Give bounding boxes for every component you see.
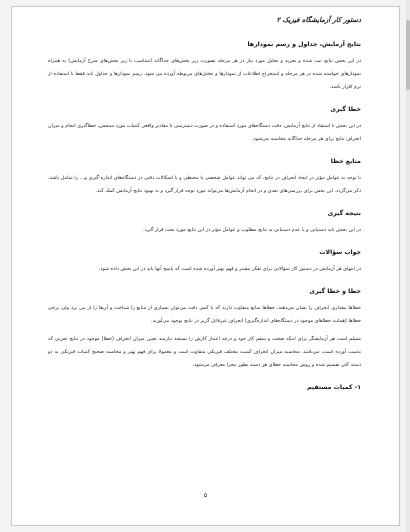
section-paragraph: در این بخش با استفاد از نتایج آزمایش، دقت دستگاه‌های مورد استفاده و در صورت دسترسی با مقادیر واقعی کمیات مورد سنجش، خطاگیری انجام و میزان انحراف نتایج برای هر مرحله جداگانه محاسبه می‌شود.	[48, 123, 361, 142]
section-answers	[48, 249, 361, 276]
section-paragraph: در انتهای هر آزمایش در دستور کار سؤالاتی برای تفکر بیشتر و فهم بهتر آورده شده است که پاسخ آنها باید در این بخش داده شود.	[98, 266, 361, 272]
section-paragraph: خطاها مقداری انحراف را نشان می‌دهند. خطاها منابع متفاوت دارند که با کمی دقت می‌توان بسیاری از منابع را شناخت و آن‌ها را از بین برد ولی برخی خطاها (همانند خطاهای موجود در دستگاه‌های اندازه‌گیری) انحراف غیرقابل گریز در نتایج بوجود می‌آورند.	[48, 305, 361, 324]
page-header-title: دستور کار آزمایشگاه فیزیک ۲	[276, 16, 361, 24]
section-conclusion	[48, 210, 361, 237]
section-direct-quantities	[48, 384, 361, 391]
section-paragraph: در این بخش باید دستیابی و یا عدم دستیابی به نتایج مطلوب و عوامل مؤثر در این نتایج مورد بحث قرار گیرد.	[143, 227, 361, 233]
section-heading: نتایج آزمایش، جداول و رسم نمودارها	[247, 41, 361, 48]
section-heading: خطا گیری	[330, 106, 361, 113]
section-errors	[48, 288, 361, 372]
section-paragraph: با توجه به عوامل مؤثر در ایجاد انحراف در نتایج، که می تواند عوامل شخصی یا محیطی و یا اشکالات دقتی در دستگاه‌های اندازه-گیری و... را شامل باشد، ذکر می‌گردد. این بخش برای بررسی‌های بعدی و در انجام آزمایش‌ها می‌تواند مورد توجه قرار گیرد و به بهبود نتایج آزمایش کمک کند.	[48, 175, 361, 194]
section-paragraph: در این بخش نتایج ثبت شده و تجزیه و تحلیل مورد نیاز در هر مرحله بصورت زیر بخش‌های جداگانه (متناسب با زیر بخش‌های شرح آزمایش) به همراه نمودارهای خواسته شده در هر مرحله و استخراج اطلاعات از نمودارها و تحلیل‌های مربوطه آورده می شود. رسم نمودارها و جداول باید فقط با استفاده از نرم افزار باشد.	[48, 58, 361, 90]
page-number: ۵	[203, 492, 208, 499]
section-paragraph: مسلم است هر آزمایشگر برای اینکه صحت و سقم کار خود و درجه اعتبار کارش را بسنجد نیازمند تعیین میزان انحراف (خطا) موجود در نتایج تجربی که بدست آورده است، می‌باشد. محاسبه میزان انحراف کمیت مختلف فیزیکی متفاوت است و معمولا برای فهم بهتر و محاسبه صحیح کمیات فیزیکی به دو دسته کلی تقسیم شده و روش محاسبه خطای هر دسته بطور مجزا معرفی می‌شود.	[48, 336, 361, 368]
section-error-sources	[48, 158, 361, 198]
section-heading: خطا و خطا گیری	[309, 288, 361, 295]
section-heading: نتیجه گیری	[327, 210, 361, 217]
page-content	[48, 41, 361, 403]
section-heading: جواب سؤالات	[319, 249, 361, 256]
document-page	[11, 6, 400, 526]
section-heading: منابع خطا	[330, 158, 361, 165]
vertical-scrollbar[interactable]	[406, 0, 410, 532]
section-error-analysis	[48, 106, 361, 146]
numbered-subheading: ۱- کمیات مستقیم	[307, 384, 361, 391]
scrollbar-thumb[interactable]	[406, 20, 410, 90]
section-results	[48, 41, 361, 94]
